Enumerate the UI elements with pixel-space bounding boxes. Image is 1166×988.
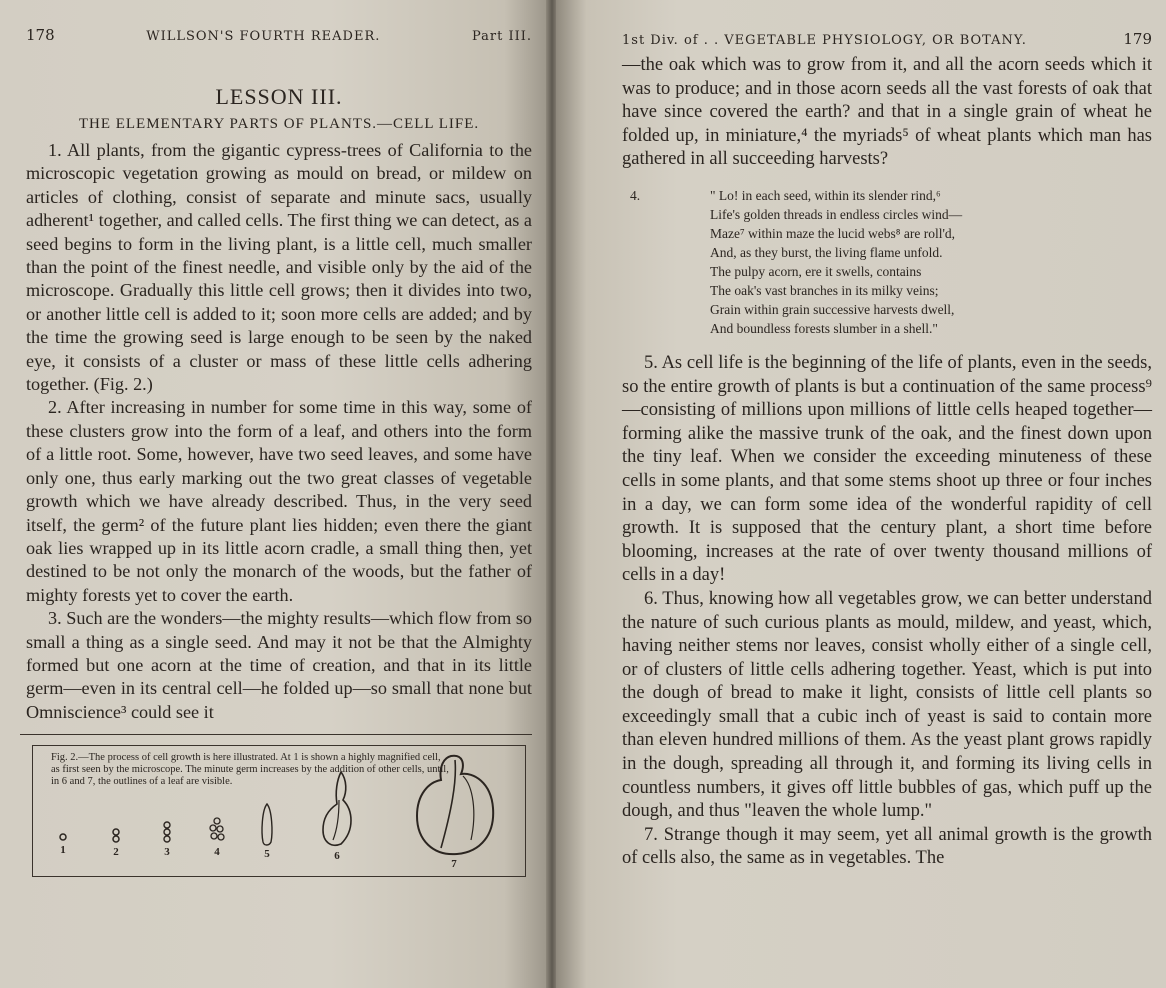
cell-label-7: 7: [451, 858, 457, 871]
paragraph-2: 2. After increasing in number for some time in this way, some of these clusters grow into the form of a leaf, and others into the form of a little root. Some, however, have two seed leaves, and some have only one, thus early marking out the two great classes of vegetable growth which we have already described. Thus, in the very seed itself, the germ² of the future plant lies hidden; even there the giant oak lies wrapped up in its little acorn cradle, a small thing then, yet destined to be not only the monarch of the woods, but the father of mighty forests yet to cover the earth.: [26, 397, 532, 605]
cell-stage-7-drawing: [411, 752, 497, 858]
poem-line: Grain within grain successive harvests dwell,: [710, 301, 955, 317]
cell-stage-1-drawing: [57, 830, 69, 844]
cell-label-5: 5: [264, 848, 270, 861]
figure-cell-growth: [32, 745, 526, 877]
poem-line: The pulpy acorn, ere it swells, contains: [710, 263, 922, 279]
right-page: [556, 0, 1166, 988]
left-page-header: [26, 26, 532, 44]
cell-label-4: 4: [214, 846, 220, 859]
paragraph-5: 5. As cell life is the beginning of the life of plants, even in the seeds, so the entire growth of plants is but a continuation of the same process⁹—consisting of millions upon millions of little cells heaped together—forming alike the massive trunk of the oak, and the finest down upon the tiny leaf. When we consider the exceeding minuteness of these cells in some plants, and that some stems shoot up three or four inches in a day, we can form some idea of the wonderful rapidity of cell growth. It is supposed that the century plant, a short time before blooming, increases at the rate of over twenty thousand millions of cells in a day!: [622, 352, 1152, 586]
part-label: Part III.: [471, 29, 532, 44]
cell-stage-2: [105, 826, 127, 858]
left-running-title: WILLSON'S FOURTH READER.: [146, 29, 381, 44]
cell-stage-5: [255, 802, 279, 860]
cell-label-3: 3: [164, 846, 170, 859]
figure-rule: [20, 734, 532, 735]
cell-stage-7: [409, 752, 499, 870]
figure-caption: Fig. 2.—The process of cell growth is here illustrated. At 1 is shown a highly magnified cell, as first seen by the microscope. The minute germ increases by the addition of other cells, until, in 6 and 7, the outlines of a leaf are visible.: [51, 752, 449, 788]
cell-label-2: 2: [113, 846, 119, 859]
poem-line: And, as they burst, the living flame unfold.: [710, 244, 943, 260]
poem-number: 4.: [630, 187, 641, 203]
left-page-number: 178: [26, 26, 55, 44]
cell-label-1: 1: [60, 844, 66, 857]
paragraph-7: 7. Strange though it may seem, yet all animal growth is the growth of cells also, the same as in vegetables. The: [622, 824, 1152, 869]
lesson-title: LESSON III.: [215, 84, 343, 109]
paragraph-6: 6. Thus, knowing how all vegetables grow, we can better understand the nature of such curious plants as mould, mildew, and yeast, which, having neither stems nor leaves, consist wholly either of a single cell, or of clusters of little cells adhering together. Yeast, which is put into the dough of bread to make it light, consists of little cell plants so exceedingly small that a cubic inch of yeast is said to contain more than eleven hundred millions of them. As the yeast plant grows rapidly in the dough, spreading all through it, and forming its living cells in countless numbers, it gives off little bubbles of gas, which puff up the dough, and thus "leaven the whole lump.": [622, 588, 1152, 822]
cell-stage-4: [203, 816, 231, 858]
poem-line: And boundless forests slumber in a shell.": [710, 320, 938, 336]
cell-stage-3-drawing: [161, 820, 173, 846]
right-page-number: 179: [1123, 30, 1152, 48]
poem-line: Life's golden threads in endless circles wind—: [710, 206, 963, 222]
poem-line: The oak's vast branches in its milky veins;: [710, 282, 939, 298]
right-page-header: [622, 30, 1152, 48]
poem-lines: [710, 186, 962, 338]
cell-stage-6: [315, 770, 359, 862]
paragraph-3: 3. Such are the wonders—the mighty results—which flow from so small a thing as a single seed. And may it not be that the Almighty formed but one acorn at the time of creation, and that in its little germ—even in its central cell—he folded up—so small that none but Omniscience³ could see it: [26, 608, 532, 722]
left-page: [0, 0, 548, 988]
poem: [622, 186, 1152, 338]
cell-stage-5-drawing: [258, 802, 276, 848]
cell-stage-6-drawing: [317, 770, 357, 850]
cell-stage-1: [53, 830, 73, 856]
poem-line: " Lo! in each seed, within its slender rind,⁶: [710, 187, 941, 203]
cell-stage-3: [155, 820, 179, 858]
right-running-title: 1st Div. of . . VEGETABLE PHYSIOLOGY, OR BOTANY.: [622, 33, 1027, 48]
continuation-paragraph: —the oak which was to grow from it, and all the acorn seeds which it was to produce; and in those acorn seeds all the vast forests of oak that have since covered the earth? and that in a single grain of wheat he folded up, in miniature,⁴ the myriads⁵ of wheat plants which man has gathered in all succeeding harvests?: [622, 55, 1152, 170]
paragraph-1: 1. All plants, from the gigantic cypress-trees of California to the microscopic vegetation growing as mould on bread, or mildew on articles of clothing, consist of separate and minute sacs, usually adherent¹ together, and called cells. The first thing we can detect, as a seed begins to form in the living plant, is a little cell, much smaller than the point of the finest needle, and visible only by the aid of the microscope. Gradually this little cell grows; then it divides into two, or another little cell is added to it; soon more cells are added; and by the time the growing seed is large enough to be seen by the naked eye, it consists of a cluster or mass of these little cells adhering together. (Fig. 2.): [26, 140, 532, 395]
cell-label-6: 6: [334, 850, 340, 863]
poem-line: Maze⁷ within maze the lucid webs⁸ are roll'd,: [710, 225, 956, 241]
lesson-subtitle: THE ELEMENTARY PARTS OF PLANTS.—CELL LIFE.: [78, 116, 480, 132]
cell-stage-2-drawing: [110, 826, 122, 846]
cell-stage-4-drawing: [207, 816, 227, 846]
